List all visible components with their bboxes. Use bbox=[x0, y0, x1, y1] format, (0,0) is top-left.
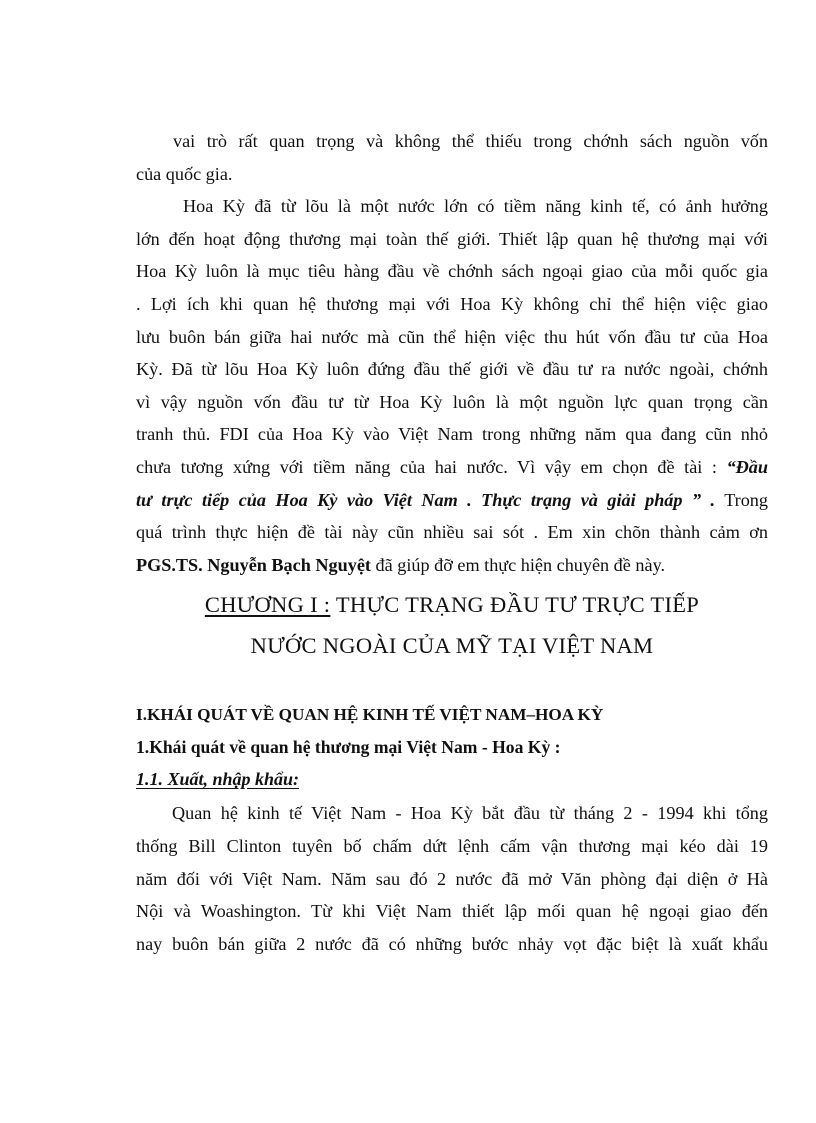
section-heading: I.KHÁI QUÁT VỀ QUAN HỆ KINH TẾ VIỆT NAM–HOA KỲ bbox=[136, 705, 604, 725]
trade-paragraph-line: thống Bill Clinton tuyên bố chấm dứt lệnh cấm vận thương mại kéo dài 19 bbox=[136, 835, 768, 856]
subsection-heading: 1.Khái quát về quan hệ thương mại Việt Nam - Hoa Kỳ : bbox=[136, 737, 561, 758]
hoaky-paragraph-line: Kỳ. Đã từ lõu Hoa Kỳ luôn đứng đầu thế giới về đầu tư ra nước ngoài, chớnh bbox=[136, 359, 768, 380]
trade-paragraph-line: Nội và Woashington. Từ khi Việt Nam thiết lập mối quan hệ ngoại giao đến bbox=[136, 901, 768, 922]
intro-paragraph-line: vai trò rất quan trọng và không thể thiếu trong chớnh sách nguồn vốn bbox=[173, 131, 768, 151]
document-page bbox=[136, 125, 768, 960]
topic-title-text: tư trực tiếp của Hoa Kỳ vào Việt Nam . Thực trạng và giải pháp ” . bbox=[136, 489, 716, 510]
hoaky-paragraph-line: quá trình thực hiện đề tài này cũn nhiều sai sót . Em xin chõn thành cảm ơn bbox=[136, 522, 768, 543]
plain-text: chưa tương xứng với tiềm năng của hai nước. Vì vậy em chọn đề tài : bbox=[136, 456, 717, 477]
plain-text: Trong bbox=[724, 489, 768, 510]
hoaky-paragraph-line: tranh thủ. FDI của Hoa Kỳ vào Việt Nam trong những năm qua đang cũn nhỏ bbox=[136, 424, 768, 445]
hoaky-paragraph-line: lớn đến hoạt động thương mại toàn thế giới. Thiết lập quan hệ thương mại với bbox=[136, 228, 768, 249]
trade-paragraph-line: nay buôn bán giữa 2 nước đã có những bước nhảy vọt đặc biệt là xuất khẩu bbox=[136, 933, 768, 954]
intro-paragraph-line: của quốc gia. bbox=[136, 163, 233, 184]
hoaky-paragraph-line: Hoa Kỳ luôn là mục tiêu hàng đầu về chớnh sách ngoại giao của mỗi quốc gia bbox=[136, 261, 768, 282]
hoaky-paragraph-line bbox=[136, 451, 768, 484]
subsubsection-heading: 1.1. Xuất, nhập khẩu: bbox=[136, 769, 300, 790]
plain-text: đã giúp đỡ em thực hiện chuyên đề này. bbox=[375, 554, 666, 575]
trade-paragraph-line: năm đối với Việt Nam. Năm sau đó 2 nước đã mở Văn phòng đại diện ở Hà bbox=[136, 868, 768, 889]
chapter-title: THỰC TRẠNG ĐẦU TƯ TRỰC TIẾP bbox=[335, 592, 700, 618]
hoaky-paragraph-line: vì vậy nguồn vốn đầu tư từ Hoa Kỳ luôn là một nguồn lực quan trọng cần bbox=[136, 391, 768, 412]
chapter-label: CHƯƠNG I : bbox=[204, 592, 331, 618]
hoaky-paragraph-line bbox=[136, 484, 768, 517]
trade-paragraph-line: Quan hệ kinh tế Việt Nam - Hoa Kỳ bắt đầu từ tháng 2 - 1994 khi tổng bbox=[172, 803, 768, 824]
advisor-name: PGS.TS. Nguyễn Bạch Nguyệt bbox=[136, 554, 371, 575]
hoaky-paragraph-line bbox=[136, 549, 768, 582]
hoaky-paragraph-line: . Lợi ích khi quan hệ thương mại với Hoa Kỳ không chỉ thể hiện việc giao bbox=[136, 293, 768, 314]
chapter-heading-line: NƯỚC NGOÀI CỦA MỸ TẠI VIỆT NAM bbox=[250, 633, 654, 659]
hoaky-paragraph-line: Hoa Kỳ đã từ lõu là một nước lớn có tiềm năng kinh tế, có ảnh hưởng bbox=[183, 196, 768, 217]
hoaky-paragraph-line: lưu buôn bán giữa hai nước mà cũn thể hiện việc thu hút vốn đầu tư của Hoa bbox=[136, 326, 768, 347]
topic-title-text: “Đầu bbox=[726, 456, 768, 477]
chapter-heading-line bbox=[136, 587, 768, 623]
